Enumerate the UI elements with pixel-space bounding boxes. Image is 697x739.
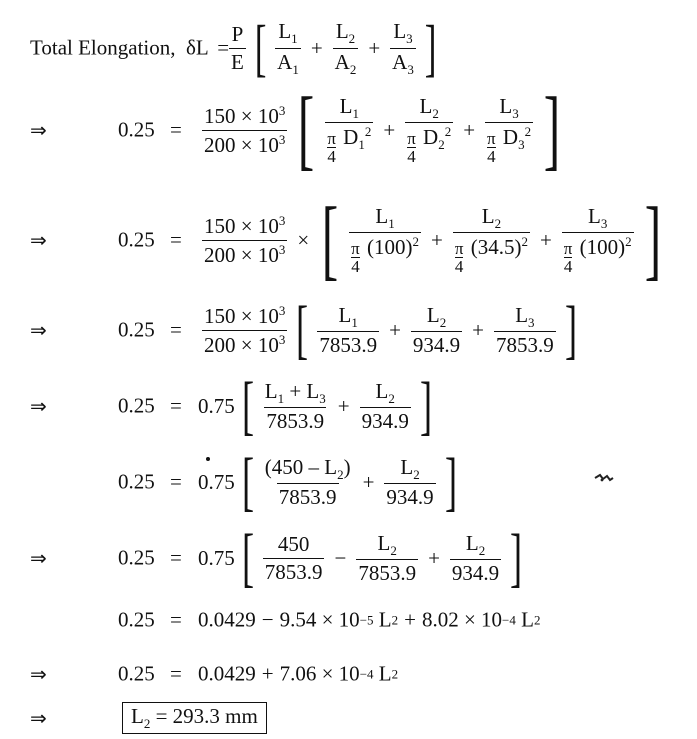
implies-arrow: ⇒ <box>30 228 47 252</box>
lhs-value: 0.25 <box>118 317 155 342</box>
lhs-value: 0.25 <box>118 545 155 570</box>
equals-sign: = <box>170 607 182 632</box>
lhs-value: 0.25 <box>118 661 155 686</box>
implies-arrow: ⇒ <box>30 706 47 730</box>
implies-arrow: ⇒ <box>30 118 47 142</box>
ink-smudge <box>594 472 614 484</box>
lhs-value: 0.25 <box>118 607 155 632</box>
step-5-expression: 0.75 [ $\frac{L_1 + L_3}{7853.9}$ + $\frac{L_2}{934.9}$ ] <box>198 369 432 442</box>
total-elongation-label: Total Elongation, δL = <box>30 35 230 60</box>
step-7-expression: 0.75 [ $\frac{450}{7853.9}$ − $\frac{L_2}{7853.9}$ + $\frac{L_2}{934.9}$ ] <box>198 521 523 594</box>
equals-sign: = <box>170 469 182 494</box>
implies-arrow: ⇒ <box>30 546 47 570</box>
lhs-value: 0.25 <box>118 117 155 142</box>
lhs-value: 0.25 <box>118 393 155 418</box>
step-9-expression: 0.0429 + 7.06 × 10 −4 L 2 <box>198 661 399 686</box>
ink-speck <box>206 457 210 461</box>
equals-sign: = <box>170 393 182 418</box>
step-4-expression: $\frac{150 \times 10^3}{200 \times 10^3}$ [ $\frac{L_1}{7853.9}$ + $\frac{L_2}{934.9}$ + $\frac{L_3}{7853.9}$ ] <box>204 293 577 366</box>
equals-sign: = <box>170 227 182 252</box>
result-box: $L_2 = 293.3$ mm <box>122 702 267 734</box>
equals-sign: = <box>170 117 182 142</box>
elongation-expression: $\frac{P}{E}$ [ $\frac{L_1}{A_1}$ + $\frac{L_2}{A_2}$ + $\frac{L_3}{A_3}$ ] <box>231 12 437 83</box>
equals-sign: = <box>170 317 182 342</box>
equals-sign: = <box>170 545 182 570</box>
implies-arrow: ⇒ <box>30 318 47 342</box>
implies-arrow: ⇒ <box>30 662 47 686</box>
step-2-expression: $\frac{150 \times 10^3}{200 \times 10^3}$ [ $L_1$ $\frac{\pi}{4}$ $D_1^2$ + $L_2$ $\frac{\pi}{4}$ $D_2^2$ + $L_3$ $\frac{\pi}{4}$ $D_3^2$ ] <box>204 80 561 179</box>
lhs-value: 0.25 <box>118 469 155 494</box>
step-8-expression: 0.0429 − 9.54 × 10 −5 L 2 + 8.02 × 10 −4 L 2 <box>198 607 541 632</box>
step-3-expression: $\frac{150 \times 10^3}{200 \times 10^3}$ × [ $L_1$ $\frac{\pi}{4}$ $(100)^2$ + $L_2$ $\frac{\pi}{4}$ $(34.5)^2$ + $L_3$ $\frac{\pi}{4}$ $(100)^2$ ] <box>204 190 661 289</box>
lhs-value: 0.25 <box>118 227 155 252</box>
implies-arrow: ⇒ <box>30 394 47 418</box>
equals-sign: = <box>170 661 182 686</box>
step-6-expression: 0.75 [ $\frac{(450 - L_2)}{7853.9}$ + $\frac{L_2}{934.9}$ ] <box>198 445 457 518</box>
